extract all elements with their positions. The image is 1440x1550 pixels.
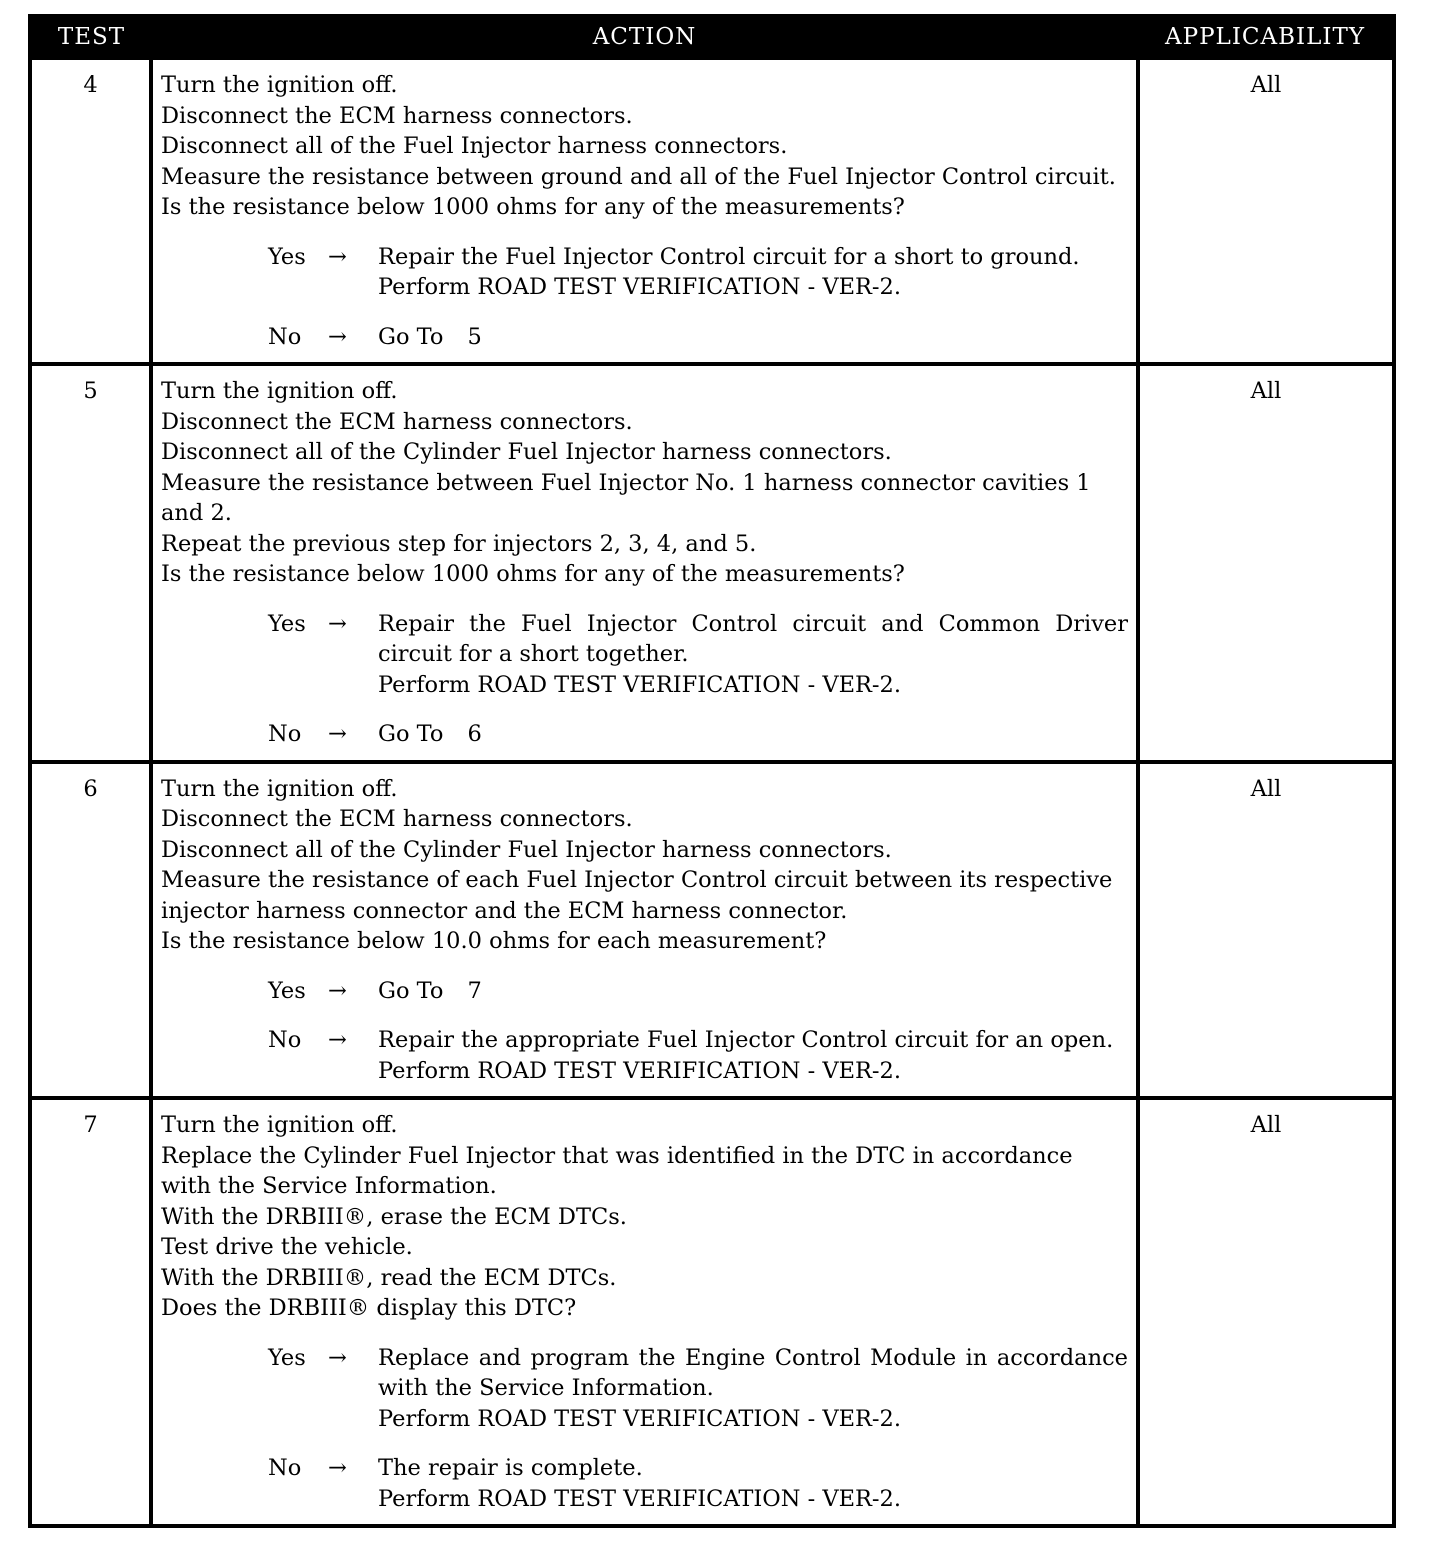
action-step: Turn the ignition off. [161,72,398,98]
outcome-no-label: No [268,1455,302,1481]
action-step: Disconnect all of the Cylinder Fuel Injector harness connectors. [161,439,892,465]
outcome-yes [161,976,1128,1007]
outcome-line: Perform ROAD TEST VERIFICATION - VER-2. [378,1485,902,1512]
outcome-line: Replace and program the Engine Control Module in accordance with the Service Information. [378,1344,1128,1401]
table-row [30,58,1394,364]
table-header [30,16,1394,58]
action-step: Is the resistance below 1000 ohms for any of the measurements? [161,194,905,220]
table-row [30,762,1394,1099]
outcome-yes-text [378,1343,1128,1435]
outcome-yes-label: Yes [268,977,306,1004]
test-number: 6 [30,762,151,1099]
step-list [161,1110,1128,1324]
action-cell [151,364,1138,762]
action-step: Is the resistance below 10.0 ohms for each measurement? [161,928,827,954]
action-step: Turn the ignition off. [161,775,398,802]
header-test: TEST [30,16,151,58]
outcome-no-text [378,322,1128,353]
action-step: Test drive the vehicle. [161,1234,413,1260]
action-cell [151,1098,1138,1526]
arrow-icon: → [328,1455,347,1481]
outcome-line: Perform ROAD TEST VERIFICATION - VER-2. [378,1057,902,1084]
applicability-value: All [1138,762,1394,1099]
table-row [30,364,1394,762]
outcome-line: Perform ROAD TEST VERIFICATION - VER-2. [378,671,902,698]
outcome-yes-text [378,609,1128,701]
action-step: Measure the resistance of each Fuel Injector Control circuit between its respective injector harness connector and the ECM harness connector. [161,867,1113,924]
outcome-no-text [378,1453,1128,1514]
applicability-value: All [1138,1098,1394,1526]
outcome-no-label: No [268,1027,302,1053]
test-number: 4 [30,58,151,364]
arrow-icon: → [328,323,347,350]
header-row [30,16,1394,58]
action-step: Disconnect the ECM harness connectors. [161,408,633,435]
outcome-no [161,1025,1128,1086]
action-step: Disconnect all of the Fuel Injector harness connectors. [161,133,788,159]
goto-test-number: 7 [467,977,482,1004]
action-cell [151,762,1138,1099]
action-step: Measure the resistance between ground and all of the Fuel Injector Control circuit. [161,163,1116,190]
goto-test-number: 5 [467,323,482,350]
diagnostic-test-table [28,14,1396,1528]
arrow-icon: → [328,977,347,1004]
outcome-yes [161,242,1128,303]
outcome-yes-text [378,976,1128,1007]
outcome-list [161,976,1128,1087]
arrow-icon: → [328,1027,347,1053]
step-list [161,70,1128,223]
arrow-icon: → [328,721,347,747]
test-number: 7 [30,1098,151,1526]
outcome-list [161,609,1128,750]
arrow-icon: → [328,610,347,637]
outcome-line: Repair the appropriate Fuel Injector Control circuit for an open. [378,1027,1114,1053]
applicability-value: All [1138,58,1394,364]
step-list [161,774,1128,957]
outcome-list [161,242,1128,353]
table-row [30,1098,1394,1526]
applicability-value: All [1138,364,1394,762]
outcome-no-label: No [268,323,302,350]
outcome-line: Perform ROAD TEST VERIFICATION - VER-2. [378,1405,902,1432]
header-applicability: APPLICABILITY [1138,16,1394,58]
outcome-line: Repair the Fuel Injector Control circuit for a short to ground. [378,243,1080,270]
action-step: Disconnect the ECM harness connectors. [161,102,633,129]
outcome-yes-text [378,242,1128,303]
outcome-line: The repair is complete. [378,1455,643,1481]
outcome-no [161,719,1128,750]
action-step: Turn the ignition off. [161,1112,398,1138]
outcome-yes-label: Yes [268,1344,306,1371]
outcome-yes-label: Yes [268,610,306,637]
goto-test-number: 6 [467,721,482,747]
action-step: Disconnect all of the Cylinder Fuel Injector harness connectors. [161,836,892,863]
goto-label: Go To [378,977,444,1004]
outcome-no [161,322,1128,353]
action-step: Measure the resistance between Fuel Injector No. 1 harness connector cavities 1 and 2. [161,469,1091,526]
outcome-list [161,1343,1128,1515]
action-cell [151,58,1138,364]
outcome-no-label: No [268,721,302,747]
action-step: Turn the ignition off. [161,378,398,404]
goto-label: Go To [378,721,444,747]
outcome-line: Perform ROAD TEST VERIFICATION - VER-2. [378,274,902,300]
action-step: Replace the Cylinder Fuel Injector that was identified in the DTC in accordance with the Service Information. [161,1142,1073,1199]
table-body [30,58,1394,1526]
outcome-no [161,1453,1128,1514]
action-step: Repeat the previous step for injectors 2, 3, 4, and 5. [161,530,757,557]
outcome-yes-label: Yes [268,243,306,270]
test-number: 5 [30,364,151,762]
step-list [161,376,1128,590]
arrow-icon: → [328,243,347,270]
outcome-no-text [378,1025,1128,1086]
outcome-yes [161,609,1128,701]
goto-label: Go To [378,323,444,350]
outcome-line: Repair the Fuel Injector Control circuit and Common Driver circuit for a short together. [378,610,1128,667]
arrow-icon: → [328,1344,347,1371]
action-step: Disconnect the ECM harness connectors. [161,806,633,832]
header-action: ACTION [151,16,1138,58]
action-step: Does the DRBIII® display this DTC? [161,1295,577,1321]
action-step: Is the resistance below 1000 ohms for any of the measurements? [161,561,905,587]
outcome-no-text [378,719,1128,750]
outcome-yes [161,1343,1128,1435]
action-step: With the DRBIII®, read the ECM DTCs. [161,1264,617,1291]
action-step: With the DRBIII®, erase the ECM DTCs. [161,1203,627,1230]
